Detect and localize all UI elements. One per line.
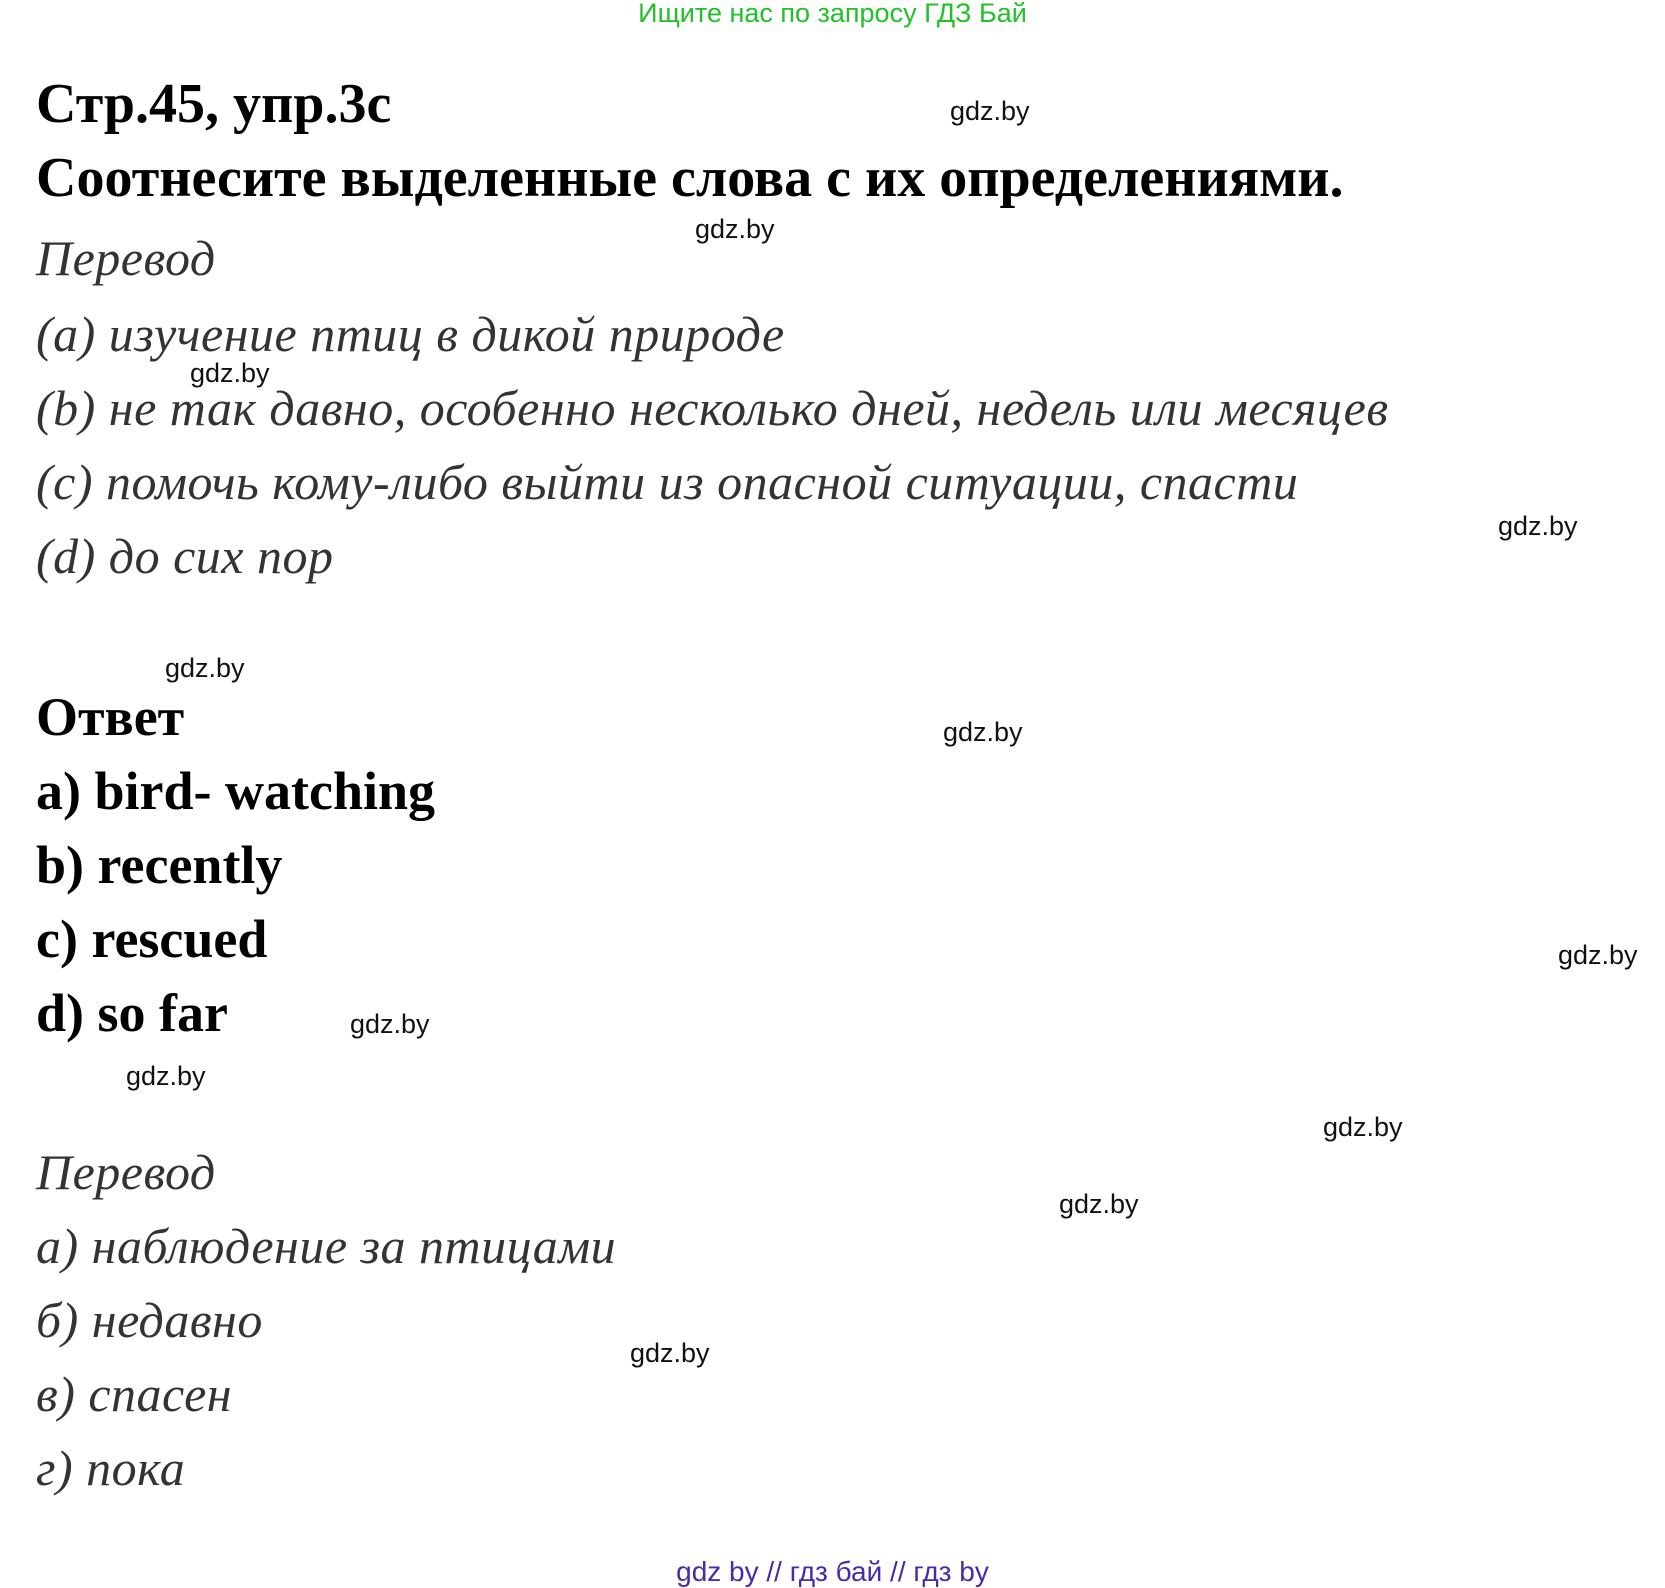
definition-a: (a) изучение птиц в дикой природе bbox=[36, 306, 785, 362]
answer-c: c) rescued bbox=[36, 909, 268, 969]
answer-d: d) so far bbox=[36, 983, 228, 1043]
watermark: gdz.by bbox=[1059, 1189, 1139, 1219]
definition-d: (d) до сих пор bbox=[36, 528, 334, 584]
translation-label: Перевод bbox=[36, 230, 216, 286]
watermark: gdz.by bbox=[630, 1338, 710, 1368]
translation-b: б) недавно bbox=[36, 1292, 263, 1348]
task-instruction: Соотнесите выделенные слова с их определениями. bbox=[36, 147, 1344, 209]
watermark: gdz.by bbox=[165, 653, 245, 683]
translation-c: в) спасен bbox=[36, 1366, 233, 1422]
watermark: gdz.by bbox=[1323, 1112, 1403, 1142]
watermark: gdz.by bbox=[126, 1061, 206, 1091]
watermark: gdz.by bbox=[950, 96, 1030, 126]
watermark: gdz.by bbox=[350, 1009, 430, 1039]
answer-a: a) bird- watching bbox=[36, 761, 436, 821]
watermark: gdz.by bbox=[943, 717, 1023, 747]
watermark: gdz.by bbox=[695, 214, 775, 244]
top-banner: Ищите нас по запросу ГДЗ Бай bbox=[638, 0, 1027, 28]
definition-b: (b) не так давно, особенно несколько дней, недель или месяцев bbox=[36, 380, 1389, 436]
definition-c: (c) помочь кому-либо выйти из опасной ситуации, спасти bbox=[36, 454, 1299, 510]
page-heading: Стр.45, упр.3c bbox=[36, 73, 392, 135]
watermark: gdz.by bbox=[190, 358, 270, 388]
translation-a: а) наблюдение за птицами bbox=[36, 1218, 617, 1274]
answer-b: b) recently bbox=[36, 835, 283, 895]
watermark: gdz.by bbox=[1558, 940, 1638, 970]
translation-label-2: Перевод bbox=[36, 1144, 216, 1200]
answer-label: Ответ bbox=[36, 687, 185, 747]
footer-links: gdz by // гдз бай // гдз by bbox=[676, 1556, 989, 1587]
translation-d: г) пока bbox=[36, 1440, 186, 1496]
watermark: gdz.by bbox=[1498, 511, 1578, 541]
